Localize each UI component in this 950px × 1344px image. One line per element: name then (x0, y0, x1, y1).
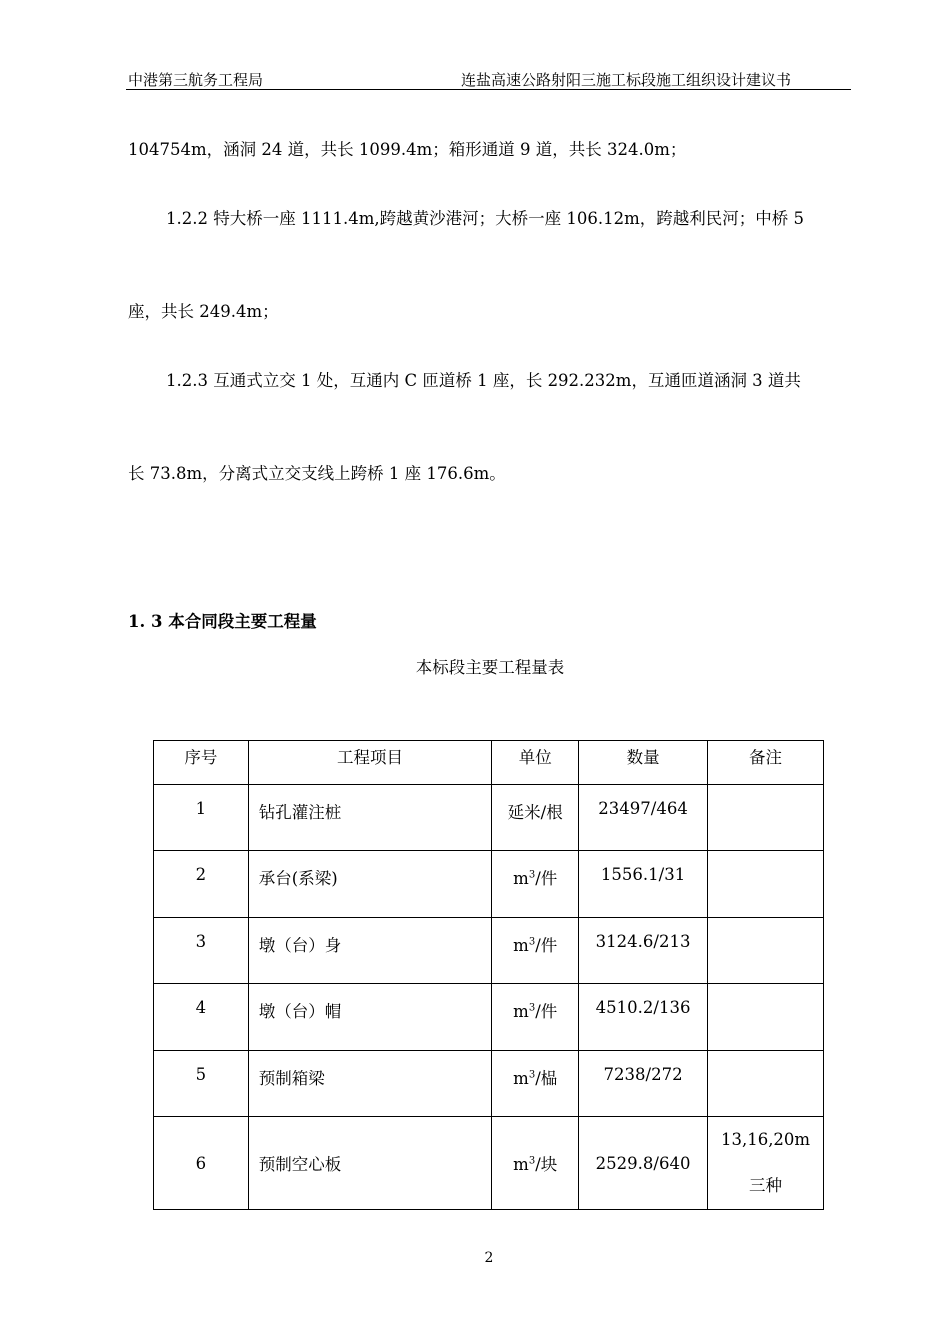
unit-rest: /件 (535, 936, 558, 955)
cell-item: 承台(系梁) (248, 851, 492, 918)
cell-no: 3 (154, 918, 249, 984)
table-row (154, 1051, 824, 1117)
cell-note (708, 984, 824, 1051)
cell-no: 2 (154, 851, 249, 918)
cell-unit (492, 918, 579, 984)
cell-item: 钻孔灌注桩 (248, 785, 492, 851)
cell-note (708, 785, 824, 851)
cell-no: 4 (154, 984, 249, 1051)
unit-exponent: 3 (528, 869, 536, 881)
unit-exponent: 3 (528, 936, 536, 948)
table-row (154, 851, 824, 918)
cell-no: 1 (154, 785, 249, 851)
cell-unit (492, 851, 579, 918)
paragraph-4: 1.2.3 互通式立交 1 处，互通内 C 匝道桥 1 座，长 292.232m，互通匝道涵洞 3 道共 (166, 371, 801, 390)
header-rule (126, 89, 851, 90)
paragraph-1: 104754m，涵洞 24 道，共长 1099.4m；箱形通道 9 道，共长 324.0m； (128, 140, 687, 159)
cell-unit (492, 1117, 579, 1210)
paragraph-5: 长 73.8m，分离式立交支线上跨桥 1 座 176.6m。 (128, 464, 506, 483)
unit-rest: /件 (535, 1002, 558, 1021)
cell-note (708, 1117, 824, 1210)
cell-item: 墩（台）帽 (248, 984, 492, 1051)
paragraph-2: 1.2.2 特大桥一座 1111.4m,跨越黄沙港河；大桥一座 106.12m，跨越利民河；中桥 5 (166, 209, 804, 228)
unit-rest: /榀 (535, 1069, 558, 1088)
cell-unit: 延米/根 (492, 785, 579, 851)
table-row (154, 984, 824, 1051)
unit-rest: /件 (535, 869, 558, 888)
header-item: 工程项目 (248, 741, 492, 785)
header-no: 序号 (154, 741, 249, 785)
cell-note (708, 1051, 824, 1117)
cell-qty: 4510.2/136 (579, 984, 708, 1051)
unit-exponent: 3 (528, 1002, 536, 1014)
cell-no: 5 (154, 1051, 249, 1117)
table-row (154, 1117, 824, 1210)
table-title: 本标段主要工程量表 (415, 658, 565, 677)
cell-unit (492, 984, 579, 1051)
header-left: 中港第三航务工程局 (128, 71, 264, 89)
table-row (154, 785, 824, 851)
page-number: 2 (484, 1250, 494, 1266)
unit-exponent: 3 (528, 1069, 536, 1081)
cell-no: 6 (154, 1117, 249, 1210)
unit-rest: /块 (535, 1155, 558, 1174)
cell-item: 预制空心板 (248, 1117, 492, 1210)
cell-unit (492, 1051, 579, 1117)
section-heading: 1. 3 本合同段主要工程量 (128, 612, 317, 631)
header-unit: 单位 (492, 741, 579, 785)
note-line-1: 13,16,20m (720, 1130, 811, 1149)
cell-item: 预制箱梁 (248, 1051, 492, 1117)
table-row (154, 918, 824, 984)
quantity-table (153, 740, 824, 1210)
cell-item: 墩（台）身 (248, 918, 492, 984)
unit-exponent: 3 (528, 1155, 536, 1167)
cell-note (708, 918, 824, 984)
header-right: 连盐高速公路射阳三施工标段施工组织设计建议书 (461, 71, 792, 89)
unit-base: m (513, 1155, 529, 1174)
paragraph-3: 座，共长 249.4m； (128, 302, 279, 321)
cell-qty: 2529.8/640 (579, 1117, 708, 1210)
cell-qty: 7238/272 (579, 1051, 708, 1117)
unit-base: m (513, 1069, 529, 1088)
header-qty: 数量 (579, 741, 708, 785)
cell-qty: 3124.6/213 (579, 918, 708, 984)
unit-base: m (513, 1002, 529, 1021)
note-line-2: 三种 (749, 1176, 783, 1195)
cell-note (708, 851, 824, 918)
header-note: 备注 (708, 741, 824, 785)
unit-base: m (513, 869, 529, 888)
unit-base: m (513, 936, 529, 955)
cell-qty: 23497/464 (579, 785, 708, 851)
cell-qty: 1556.1/31 (579, 851, 708, 918)
table-header-row (154, 741, 824, 785)
